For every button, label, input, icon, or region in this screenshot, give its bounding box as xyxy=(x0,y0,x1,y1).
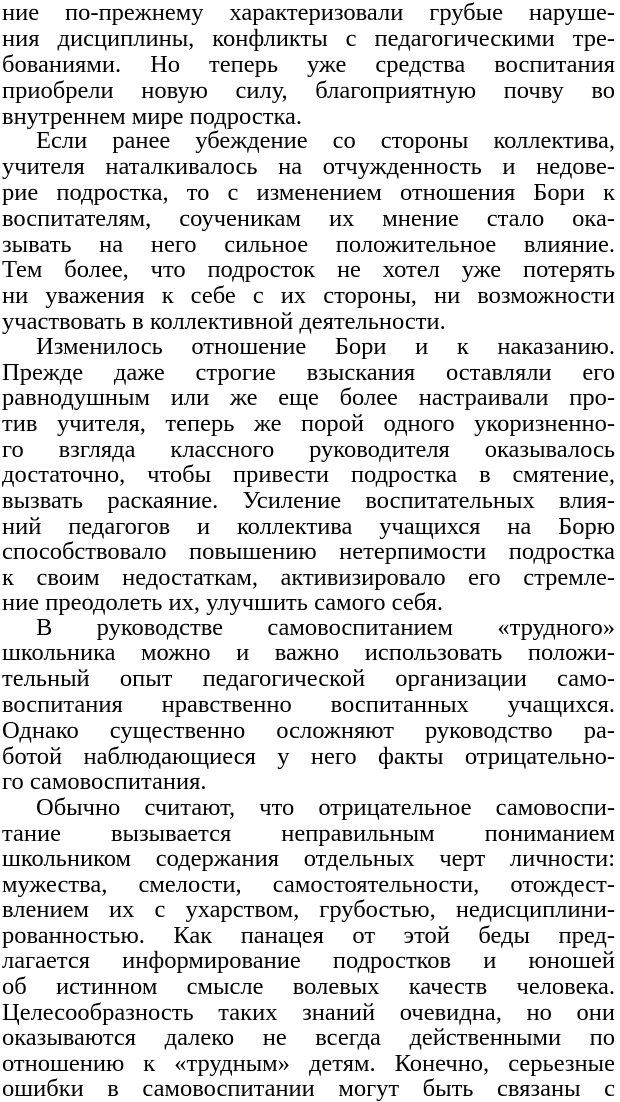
text-line: го взгляда классного руководителя оказывалось xyxy=(2,436,615,463)
text-line: ошибки в самовоспитании могут быть связаны с xyxy=(2,1075,615,1102)
text-line: воспитания нравственно воспитанных учащихся. xyxy=(2,691,615,718)
text-line: участвовать в коллективной деятельности. xyxy=(2,308,446,335)
text-line: оказываются далеко не всегда действенными по xyxy=(2,1024,615,1051)
text-line: ботой наблюдающиеся у него факты отрицательно- xyxy=(2,743,615,770)
text-line: ние по-прежнему характеризовали грубые наруше- xyxy=(2,0,615,26)
text-line: школьником содержания отдельных черт личности: xyxy=(2,845,615,872)
text-line: Прежде даже строгие взыскания оставляли его xyxy=(2,359,615,386)
text-line: го самовоспитания. xyxy=(2,768,207,795)
text-line: ний педагогов и коллектива учащихся на Борю xyxy=(2,513,615,540)
text-line: тельный опыт педагогической организации само- xyxy=(2,665,615,692)
text-line: бованиями. Но теперь уже средства воспитания xyxy=(2,51,615,78)
text-line: ни уважения к себе с их стороны, ни возможности xyxy=(2,282,615,309)
text-line: ния дисциплины, конфликты с педагогическими тре- xyxy=(2,25,615,52)
text-line: рие подростка, то с изменением отношения Бори к xyxy=(2,179,615,206)
text-line: Целесообразность таких знаний очевидна, но они xyxy=(2,999,615,1026)
text-line: мужества, смелости, самостоятельности, отождест- xyxy=(2,871,615,898)
text-line: лагается информирование подростков и юношей xyxy=(2,947,615,974)
paragraph-first-line: В руководстве самовоспитанием «трудного» xyxy=(36,614,615,641)
text-line: зывать на него сильное положительное влияние. xyxy=(2,231,615,258)
text-line: к своим недостаткам, активизировало его стремле- xyxy=(2,564,615,591)
text-line: Однако существенно осложняют руководство ра- xyxy=(2,717,615,744)
paragraph-first-line: Если ранее убеждение со стороны коллектива, xyxy=(36,127,615,154)
text-line: учителя наталкивалось на отчужденность и недове- xyxy=(2,153,615,180)
text-line: внутреннем мире подростка. xyxy=(2,103,302,130)
text-line: влением их с ухарством, грубостью, недисциплини- xyxy=(2,896,615,923)
text-line: тание вызывается неправильным пониманием xyxy=(2,820,615,847)
text-line: школьника можно и важно использовать положи- xyxy=(2,639,615,666)
text-line: приобрели новую силу, благоприятную почву во xyxy=(2,77,615,104)
text-line: ние преодолеть их, улучшить самого себя. xyxy=(2,589,443,616)
text-line: тив учителя, теперь же порой одного укоризненно- xyxy=(2,410,615,437)
paragraph-first-line: Изменилось отношение Бори и к наказанию. xyxy=(36,333,615,360)
text-line: достаточно, чтобы привести подростка в смятение, xyxy=(2,461,615,488)
paragraph-first-line: Обычно считают, что отрицательное самовоспи- xyxy=(36,794,615,821)
text-line: равнодушным или же еще более настраивали про- xyxy=(2,384,615,411)
text-line: об истинном смысле волевых качеств человека. xyxy=(2,973,615,1000)
text-line: способствовало повышению нетерпимости подростка xyxy=(2,538,615,565)
text-line: рованностью. Как панацея от этой беды пред- xyxy=(2,922,615,949)
text-line: воспитателям, соученикам их мнение стало ока- xyxy=(2,205,615,232)
text-line: Тем более, что подросток не хотел уже потерять xyxy=(2,256,615,283)
text-line: отношению к «трудным» детям. Конечно, серьезные xyxy=(2,1050,615,1077)
text-line: вызвать раскаяние. Усиление воспитательных влия- xyxy=(2,487,615,514)
